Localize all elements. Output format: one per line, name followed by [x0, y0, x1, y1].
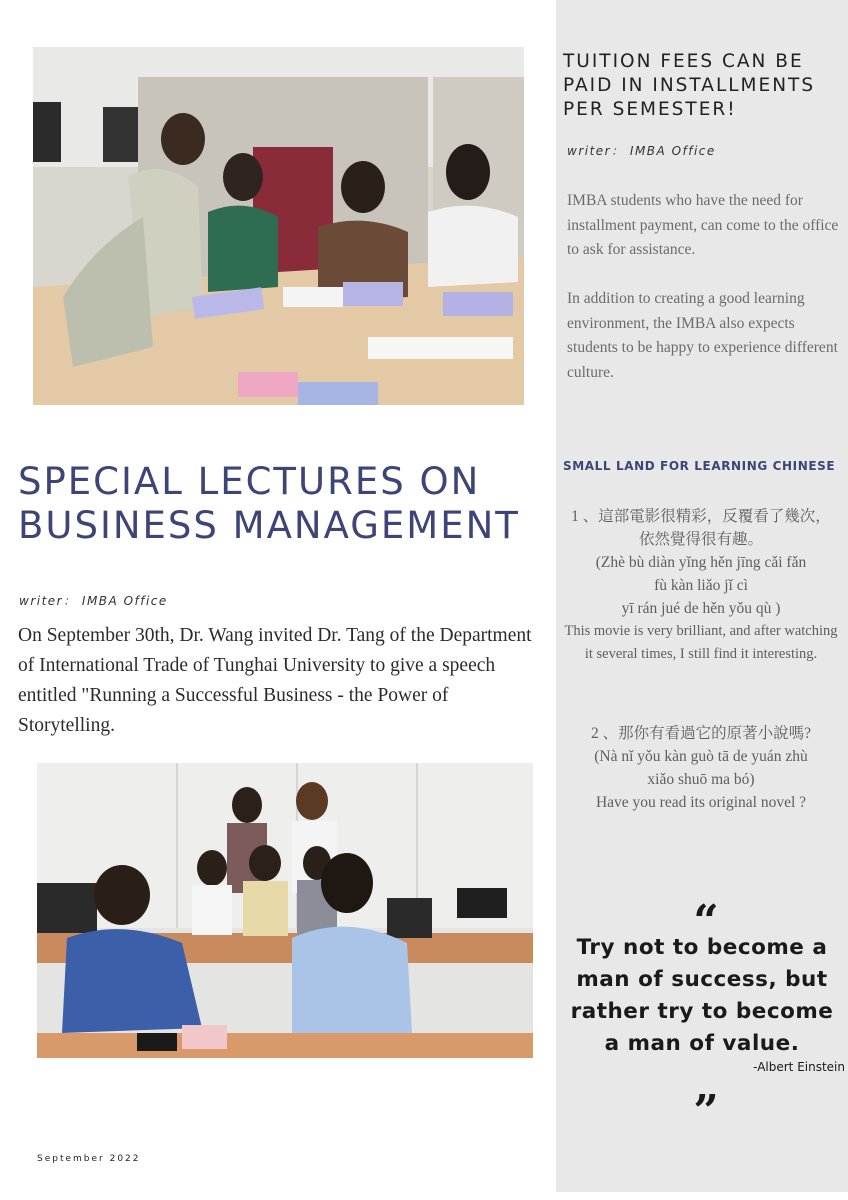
lesson2-english: Have you read its original novel ?	[595, 794, 807, 811]
lesson2-pinyin-line1: (Nà nǐ yǒu kàn guò tā de yuán zhù	[594, 748, 808, 765]
lesson1-pinyin-line3: yī rán jué de hěn yǒu qù )	[621, 600, 781, 617]
quote-author: -Albert Einstein	[753, 1060, 845, 1074]
lesson1-chinese-line1: 1 、這部電影很精彩，反覆看了幾次，	[571, 508, 831, 525]
lecture-group-photo	[37, 763, 533, 1058]
close-quote-icon: ”	[693, 1086, 719, 1137]
footer-date: September 2022	[37, 1154, 141, 1164]
lesson1-english: This movie is very brilliant, and after watching it several times, I still find it interesting.	[564, 623, 838, 662]
chinese-lesson-2	[562, 722, 840, 814]
tuition-paragraph-1: IMBA students who have the need for installment payment, can come to the office to ask for assistance.	[567, 192, 839, 259]
open-quote-icon: “	[693, 896, 719, 947]
lesson1-pinyin-line1: (Zhè bù diàn yǐng hěn jīng cǎi fǎn	[595, 554, 807, 571]
tuition-heading: TUITION FEES CAN BE PAID IN INSTALLMENTS PER SEMESTER!	[563, 51, 816, 120]
students-photo-image	[33, 47, 524, 405]
lecture-heading-line2: BUSINESS MANAGEMENT	[18, 504, 520, 547]
lecture-group-photo-image	[37, 763, 533, 1058]
lecture-body: On September 30th, Dr. Wang invited Dr. Tang of the Department of International Trade of Tunghai University to give a speech entitled "Running a Successful Business - the Power of Storytelling.	[18, 625, 532, 736]
lesson1-pinyin-line2: fù kàn liǎo jǐ cì	[654, 577, 748, 594]
students-photo	[33, 47, 524, 405]
einstein-quote: Try not to become a man of success, but rather try to become a man of value.	[570, 935, 834, 1056]
tuition-writer: writer： IMBA Office	[567, 144, 716, 158]
lesson1-chinese-line2: 依然覺得很有趣。	[638, 531, 763, 548]
chinese-section-heading: SMALL LAND FOR LEARNING CHINESE	[563, 459, 836, 473]
lecture-heading	[18, 460, 538, 548]
lecture-heading-line1: SPECIAL LECTURES ON	[18, 460, 481, 503]
lecture-writer: writer： IMBA Office	[19, 594, 168, 608]
lesson2-pinyin-line2: xiǎo shuō ma bó)	[647, 771, 755, 788]
chinese-lesson-1	[562, 505, 840, 666]
lesson2-chinese-line1: 2 、那你有看過它的原著小說嗎?	[590, 725, 811, 742]
tuition-paragraph-2: In addition to creating a good learning environment, the IMBA also expects students to be happy to experience different culture.	[567, 290, 838, 381]
